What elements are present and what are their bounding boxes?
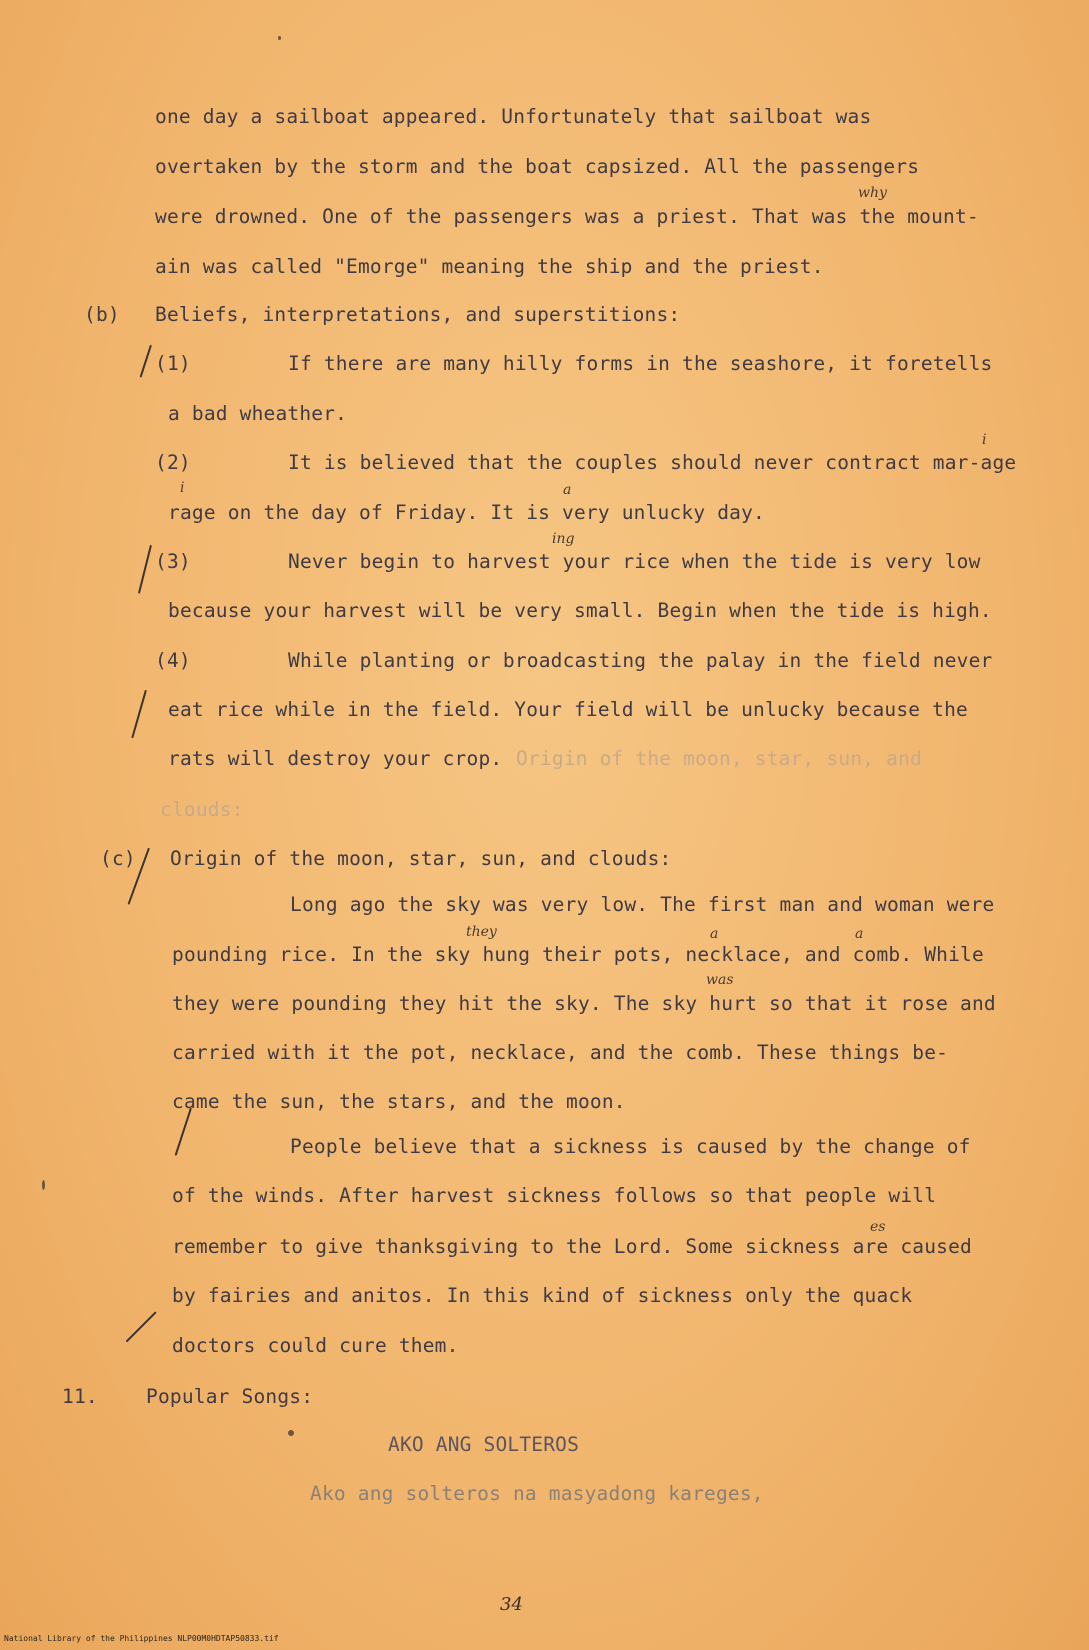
text-line: rats will destroy your crop. <box>168 747 503 770</box>
item-number: (2) <box>155 451 191 474</box>
page-number: 34 <box>500 1594 523 1615</box>
text-line: came the sun, the stars, and the moon. <box>172 1090 626 1113</box>
text-line: rage on the day of Friday. It is very unlucky day. <box>168 501 765 524</box>
text-line: While planting or broadcasting the palay in the field never <box>288 649 993 672</box>
text-line: People believe that a sickness is caused by the change of <box>290 1135 971 1158</box>
section-number: 11. <box>62 1385 98 1408</box>
item-number: (3) <box>155 550 191 573</box>
item-number: (4) <box>155 649 191 672</box>
handwritten-correction: i <box>982 432 987 448</box>
text-line: ain was called "Emorge" meaning the ship and the priest. <box>155 255 824 278</box>
handwritten-correction: they <box>466 924 497 940</box>
text-line: were drowned. One of the passengers was a priest. That was the mount- <box>155 205 979 228</box>
section-label-b: (b) <box>84 303 120 326</box>
text-line: a bad wheather. <box>168 402 348 425</box>
text-line: eat rice while in the field. Your field will be unlucky because the <box>168 698 968 721</box>
text-line: Long ago the sky was very low. The first man and woman were <box>290 893 995 916</box>
paper-speck <box>42 1180 45 1190</box>
handwritten-correction: es <box>870 1219 886 1235</box>
handwritten-correction: a <box>710 926 719 942</box>
check-mark <box>131 690 147 739</box>
erased-text: clouds: <box>160 798 244 821</box>
section-label-c: (c) <box>100 847 136 870</box>
handwritten-correction: was <box>706 972 734 988</box>
archive-footer: National Library of the Philippines NLP00M0HDTAP50833.tif <box>4 1634 279 1643</box>
handwritten-correction: why <box>858 185 887 201</box>
text-line: It is believed that the couples should never contract mar-age <box>288 451 1017 474</box>
section-heading: Origin of the moon, star, sun, and clouds: <box>170 847 672 870</box>
erased-text: Origin of the moon, star, sun, and <box>516 747 922 770</box>
text-line: they were pounding they hit the sky. The sky hurt so that it rose and <box>172 992 996 1015</box>
text-line: of the winds. After harvest sickness follows so that people will <box>172 1184 937 1207</box>
text-line: one day a sailboat appeared. Unfortunately that sailboat was <box>155 105 872 128</box>
check-mark <box>138 545 152 594</box>
song-lyric-line: Ako ang solteros na masyadong kareges, <box>310 1482 764 1505</box>
handwritten-correction: a <box>855 926 864 942</box>
section-heading: Popular Songs: <box>146 1385 314 1408</box>
check-mark <box>140 345 152 378</box>
paper-speck <box>278 36 281 40</box>
text-line: by fairies and anitos. In this kind of sickness only the quack <box>172 1284 913 1307</box>
text-line: carried with it the pot, necklace, and the comb. These things be- <box>172 1041 949 1064</box>
text-line: overtaken by the storm and the boat capsized. All the passengers <box>155 155 920 178</box>
text-line: If there are many hilly forms in the seashore, it foretells <box>288 352 993 375</box>
text-line: remember to give thanksgiving to the Lord. Some sickness are caused <box>172 1235 972 1258</box>
paper-speck <box>288 1430 294 1436</box>
item-number: (1) <box>155 352 191 375</box>
text-line: doctors could cure them. <box>172 1334 459 1357</box>
text-line: pounding rice. In the sky hung their pots, necklace, and comb. While <box>172 943 984 966</box>
handwritten-correction: a <box>563 482 572 498</box>
text-line: Never begin to harvest your rice when the tide is very low <box>288 550 981 573</box>
check-mark <box>126 1311 157 1342</box>
handwritten-correction: ing <box>552 531 575 547</box>
song-title: AKO ANG SOLTEROS <box>388 1433 580 1456</box>
text-line: because your harvest will be very small. Begin when the tide is high. <box>168 599 992 622</box>
handwritten-correction: i <box>180 480 185 496</box>
section-heading: Beliefs, interpretations, and superstitions: <box>155 303 681 326</box>
